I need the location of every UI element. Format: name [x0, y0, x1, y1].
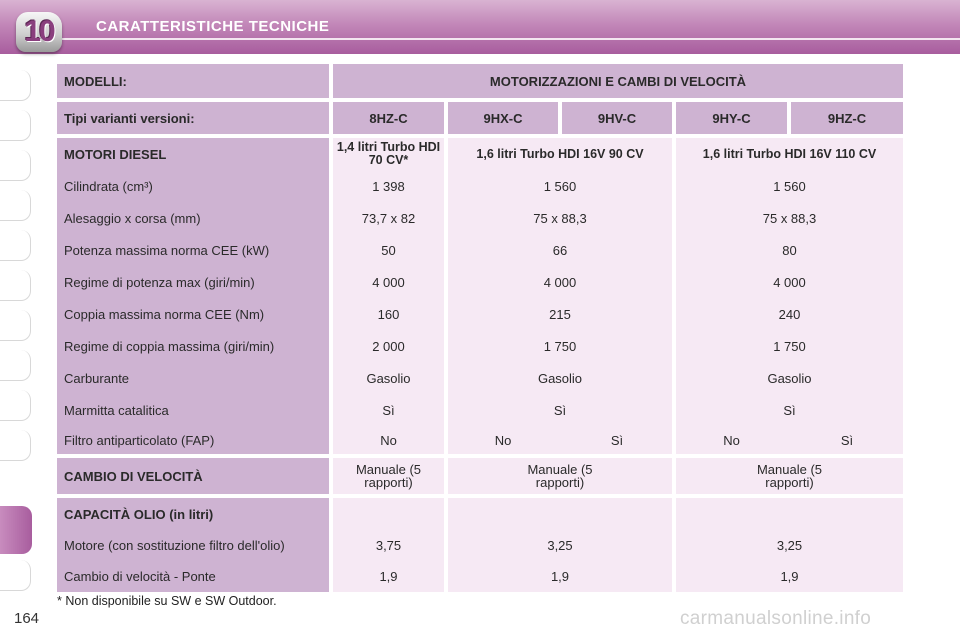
spec-label: Carburante	[64, 370, 130, 386]
chapter-tab[interactable]	[0, 430, 31, 461]
engine-name: 1,6 litri Turbo HDI 16V 90 CV	[476, 147, 644, 161]
engine-section-label: MOTORI DIESEL	[64, 146, 167, 162]
spec-label: Alesaggio x corsa (mm)	[64, 210, 201, 226]
oil-value: 1,9	[550, 568, 570, 584]
gearbox-label: CAMBIO DI VELOCITÀ	[57, 458, 329, 494]
spec-value: 1 398	[372, 178, 405, 194]
spec-label: Coppia massima norma CEE (Nm)	[64, 306, 265, 322]
version-code: 9HY-C	[676, 102, 787, 134]
spec-value: 1 750	[773, 338, 806, 354]
spec-label: Marmitta catalitica	[64, 402, 169, 418]
chapter-tab[interactable]	[0, 350, 31, 381]
version-code: 8HZ-C	[333, 102, 444, 134]
watermark: carmanualsonline.info	[680, 608, 872, 629]
spec-value: 75 x 88,3	[762, 210, 817, 226]
fap-value: No	[494, 432, 512, 448]
gearbox-value: Manuale (5 rapporti)	[448, 458, 672, 494]
chapter-tab[interactable]	[0, 560, 31, 591]
fap-value: Sì	[610, 432, 624, 448]
spec-value: Gasolio	[537, 370, 583, 386]
oil-label: Motore (con sostituzione filtro dell'olio)	[64, 537, 285, 553]
gearbox-value: Manuale (5 rapporti)	[333, 458, 444, 494]
chapter-tab[interactable]	[0, 190, 31, 221]
spec-value: 75 x 88,3	[533, 210, 587, 226]
spec-value: Gasolio	[366, 370, 411, 386]
spec-value: 4 000	[372, 274, 405, 290]
page-number: 164	[14, 610, 40, 627]
engine-name: 1,4 litri Turbo HDI 70 CV*	[336, 140, 441, 167]
spec-value: 2 000	[372, 338, 405, 354]
models-label: MODELLI:	[57, 64, 329, 98]
spec-label: Regime di potenza max (giri/min)	[64, 274, 255, 290]
chapter-tab-strip	[0, 64, 34, 574]
chapter-tab[interactable]	[0, 230, 31, 261]
chapter-number: 10	[24, 15, 54, 48]
chapter-tab[interactable]	[0, 110, 31, 141]
spec-value: 1 560	[543, 178, 577, 194]
footnote: * Non disponibile su SW e SW Outdoor.	[57, 594, 277, 608]
fap-value: No	[380, 432, 397, 448]
chapter-badge	[16, 12, 62, 52]
spec-value: Sì	[553, 402, 567, 418]
version-code: 9HX-C	[448, 102, 558, 134]
spec-value: 73,7 x 82	[361, 210, 416, 226]
header-divider	[60, 38, 960, 40]
oil-section-label: CAPACITÀ OLIO (in litri)	[64, 506, 214, 522]
spec-value: Gasolio	[767, 370, 812, 386]
oil-value: 3,25	[776, 537, 803, 553]
versions-label: Tipi varianti versioni:	[57, 102, 329, 134]
spec-value: 215	[549, 306, 571, 322]
spec-value: 1 750	[543, 338, 577, 354]
version-code: 9HZ-C	[791, 102, 903, 134]
gearbox-value: Manuale (5 rapporti)	[676, 458, 903, 494]
spec-value: 50	[381, 242, 396, 258]
oil-value: 1,9	[780, 568, 799, 584]
fap-value: No	[723, 432, 740, 448]
spec-value: 240	[778, 306, 801, 322]
spec-value: 160	[377, 306, 400, 322]
fap-label: Filtro antiparticolato (FAP)	[64, 432, 215, 448]
spec-label: Regime di coppia massima (giri/min)	[64, 338, 275, 354]
oil-value: 3,25	[547, 537, 573, 553]
chapter-tab[interactable]	[0, 270, 31, 301]
spec-label: Potenza massima norma CEE (kW)	[64, 242, 270, 258]
oil-value: 1,9	[379, 568, 398, 584]
spec-value: 4 000	[773, 274, 806, 290]
spec-value: 1 560	[773, 178, 806, 194]
fap-value: Sì	[840, 432, 854, 448]
engine-name: 1,6 litri Turbo HDI 16V 110 CV	[702, 147, 877, 161]
spec-value: 4 000	[543, 274, 577, 290]
spec-value: 80	[782, 242, 797, 258]
version-code: 9HV-C	[562, 102, 672, 134]
oil-label: Cambio di velocità - Ponte	[64, 568, 216, 584]
chapter-tab[interactable]	[0, 390, 31, 421]
spec-value: Sì	[382, 402, 395, 418]
spec-value: Sì	[783, 402, 796, 418]
oil-value: 3,75	[375, 537, 402, 553]
chapter-tab[interactable]	[0, 310, 31, 341]
chapter-tab[interactable]	[0, 70, 31, 101]
spec-value: 66	[552, 242, 568, 258]
chapter-tab[interactable]	[0, 150, 31, 181]
chapter-tab-active[interactable]	[0, 506, 32, 554]
models-header: MOTORIZZAZIONI E CAMBI DI VELOCITÀ	[333, 64, 903, 98]
page-title: CARATTERISTICHE TECNICHE	[96, 18, 330, 35]
spec-label: Cilindrata (cm³)	[64, 178, 153, 194]
